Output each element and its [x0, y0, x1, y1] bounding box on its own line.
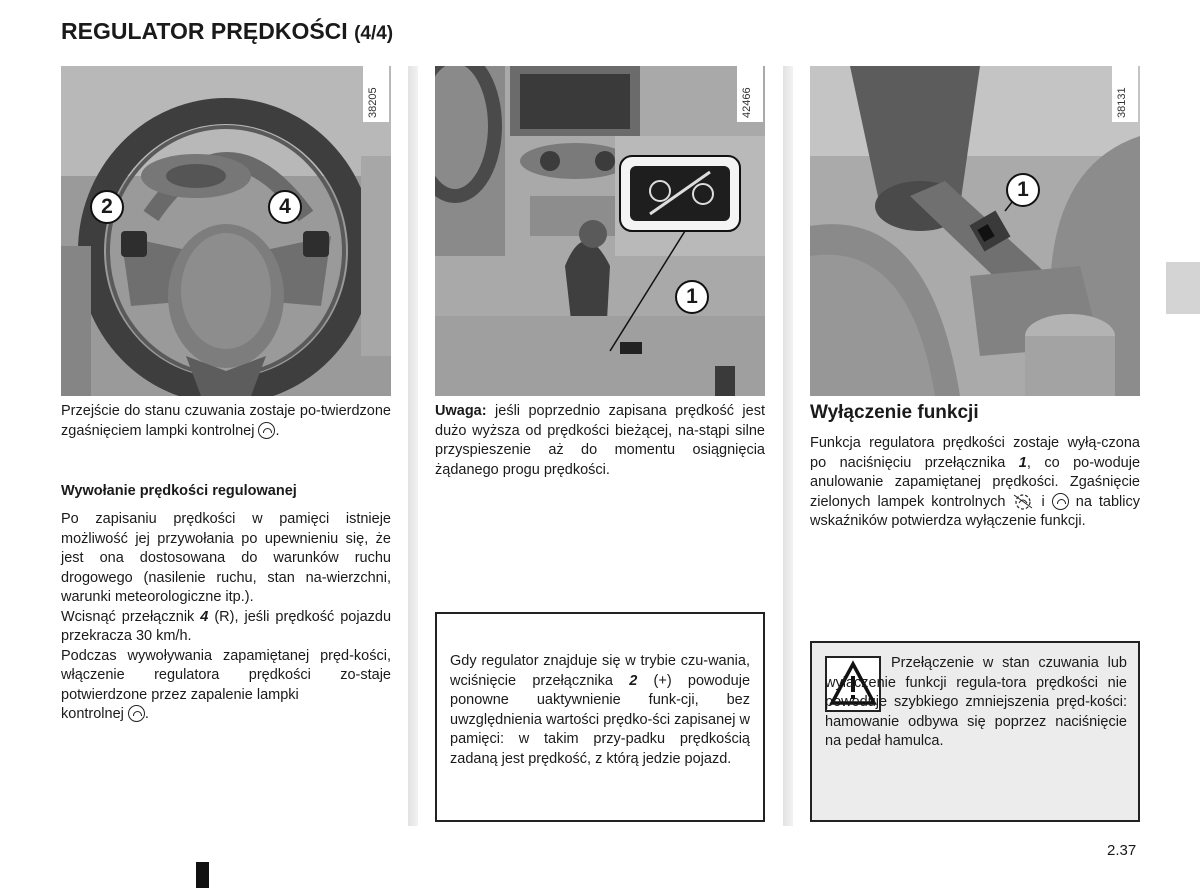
cruise-control-icon: [1052, 493, 1069, 510]
figure-handbrake-switch: [810, 66, 1140, 396]
column-divider: [408, 66, 418, 826]
info-box-text: Gdy regulator znajduje się w trybie czu-wania, wciśnięcie przełącznika 2 (+) powoduje ponowne uaktywnienie funk-cji, bez uwzględnienia wartości prędko-ści zapisanej w pamięci: w takim przy-padku prędkością zadaną jest prędkość, z którą jedzie pojazd.: [450, 653, 751, 767]
figure-steering-wheel: [61, 66, 391, 396]
paragraph-standby-confirmed: Przejście do stanu czuwania zostaje po-twierdzone zgaśnięciem lampki kontrolnej .: [61, 403, 391, 439]
callout-2: 2: [90, 190, 124, 224]
cruise-control-icon: [128, 705, 145, 722]
figure-centre-console: [435, 66, 765, 396]
warning-box: [810, 641, 1140, 822]
page-title-suffix: (4/4): [354, 23, 394, 44]
paragraph-disable: Funkcja regulatora prędkości zostaje wyłą-czona po naciśnięciu przełącznika 1, co po-woduje anulowanie zapamiętanej prędkości. Zgaśnięcie zielonych lampek kontrolnych i na tablicy wskaźników potwierdza wyłączenie funkcji.: [810, 435, 1141, 529]
info-box: [435, 612, 765, 822]
callout-1: 1: [1006, 173, 1040, 207]
paragraph-note: Uwaga: jeśli poprzednio zapisana prędkość jest dużo wyższa od prędkości bieżącej, na-stąpi silne przyspieszenie aż do momentu osiągnięcia żądanego progu prędkości.: [435, 403, 765, 478]
section-heading-disable: Wyłączenie funkcji: [810, 402, 979, 423]
cruise-control-icon: [258, 422, 275, 439]
chapter-tab: [1166, 262, 1200, 314]
page-number: 2.37: [1107, 842, 1137, 859]
figure-code: 38131: [1112, 66, 1138, 122]
figure-code: 42466: [737, 66, 763, 122]
warning-text: Przełączenie w stan czuwania lub wyłączenie funkcji regula-tora prędkości nie powoduje szybkiego zmniejszenia pręd-kości: hamowanie odbywa się poprzez naciśnięcie na pedał hamulca.: [825, 655, 1127, 749]
callout-4: 4: [268, 190, 302, 224]
cruise-control-standby-icon: [1012, 493, 1034, 510]
figure-code: 38205: [363, 66, 389, 122]
print-mark: [196, 862, 209, 888]
section-heading-recall: Wywołanie prędkości regulowanej: [61, 483, 297, 499]
callout-1: 1: [675, 280, 709, 314]
paragraph-recall: Po zapisaniu prędkości w pamięci istnieje możliwość jej przywołania po upewnieniu się, że jest ona dostosowana do warunków ruchu drogowego (nasilenie ruchu, stan na-wierzchni, warunki meteorologiczne itp.). Wcisnąć przełącznik 4 (R), jeśli prędkość pojazdu przekracza 30 km/h. Podczas wywoływania zapamiętanej pręd-kości, włączenie regulatora prędkości zo-staje potwierdzone przez zapalenie lampki kontrolnej .: [61, 511, 392, 722]
column-divider: [783, 66, 793, 826]
page-title: REGULATOR PRĘDKOŚCI (4/4): [61, 18, 394, 44]
